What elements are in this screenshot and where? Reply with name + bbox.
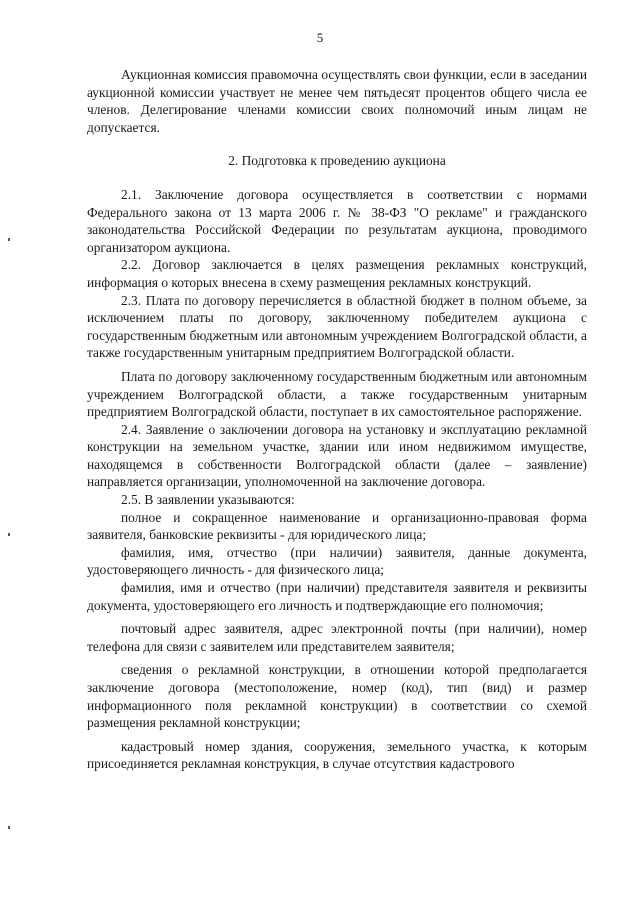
list-item-construction: сведения о рекламной конструкции, в отношении которой предполагается заключение договора (местоположение, номер (код), тип (вид) и размер информационного поля рекламной конструкции) в соответствии со схемой размещения рекламной конструкции; [87, 662, 587, 731]
document-body [87, 66, 587, 773]
paragraph-2-3: 2.3. Плата по договору перечисляется в областной бюджет в полном объеме, за исключением платы по договору, заключенному победителем аукциона с государственным бюджетным или автономным учреждением Волгоградской области, а также государственным унитарным предприятием Волгоградской области. [87, 292, 587, 361]
paragraph-2-5: 2.5. В заявлении указываются: [121, 492, 295, 508]
paragraph-2-2: 2.2. Договор заключается в целях размещения рекламных конструкций, информация о которых внесена в схему размещения рекламных конструкций. [87, 257, 587, 290]
list-item-cadastral: кадастровый номер здания, сооружения, земельного участка, к которым присоединяется рекламная конструкция, в случае отсутствия кадастрового [87, 738, 587, 772]
paragraph-payment: Плата по договору заключенному государственным бюджетным или автономным учреждением Волгоградской области, а также государственным унитарным предприятием Волгоградской области, поступает в их самостоятельное распоряжение. [87, 368, 587, 420]
paragraph-2-1: 2.1. Заключение договора осуществляется в соответствии с нормами Федерального закона от 13 марта 2006 г. № 38-ФЗ "О рекламе" и гражданского законодательства Российской Федерации по результатам аукциона, проводимого организатором аукциона. [87, 186, 587, 255]
list-item-representative: фамилия, имя и отчество (при наличии) представителя заявителя и реквизиты документа, удостоверяющего его личность и подтверждающие его полномочия; [87, 580, 587, 613]
list-item-legal-entity: полное и сокращенное наименование и организационно-правовая форма заявителя, банковские реквизиты - для юридического лица; [87, 509, 587, 543]
list-item-individual: фамилия, имя, отчество (при наличии) заявителя, данные документа, удостоверяющего личность - для физического лица; [87, 544, 587, 578]
paragraph-2-4: 2.4. Заявление о заключении договора на установку и эксплуатацию рекламной конструкции на земельном участке, здании или ином недвижимом имуществе, находящемся в собственности Волгоградской области (далее – заявление) направляется организации, уполномоченной на заключение договора. [87, 421, 587, 490]
section-title: 2. Подготовка к проведению аукциона [228, 153, 446, 169]
scan-mark [8, 533, 10, 536]
scan-mark [8, 238, 10, 241]
intro-paragraph: Аукционная комиссия правомочна осуществлять свои функции, если в заседании аукционной комиссии участвует не менее чем пятьдесят процентов общего числа ее членов. Делегирование членами комиссии своих полномочий иным лицам не допускается. [87, 67, 587, 135]
list-item-contacts: почтовый адрес заявителя, адрес электронной почты (при наличии), номер телефона для связи с заявителем или представителем заявителя; [87, 621, 587, 654]
page-number: 5 [316, 30, 324, 45]
scan-mark [8, 826, 10, 829]
